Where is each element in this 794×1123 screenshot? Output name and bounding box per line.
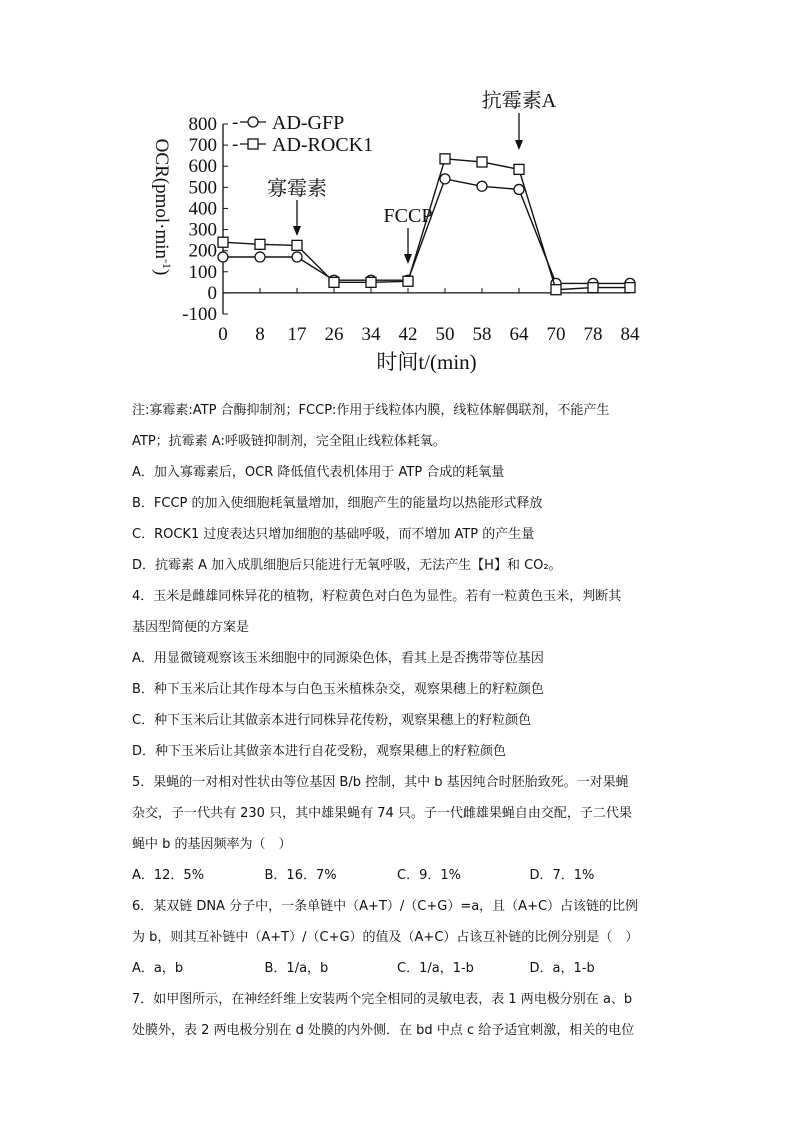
x-tick-label: 26 (324, 324, 344, 345)
note-line-2: ATP；抗霉素 A:呼吸链抑制剂，完全阻止线粒体耗氧。 (132, 434, 446, 449)
q6-stem-2: 为 b，则其互补链中（A+T）/（C+G）的值及（A+C）占该互补链的比例分别是（ ） (132, 930, 639, 945)
data-point-circle (440, 174, 450, 184)
data-point-square (625, 283, 635, 293)
ocr-line-chart (140, 82, 660, 382)
legend-marker-square (248, 139, 258, 149)
data-point-circle (255, 252, 265, 262)
x-tick-label: 17 (287, 324, 307, 345)
q6-options (132, 953, 662, 984)
data-point-square (477, 157, 487, 167)
data-point-square (403, 276, 413, 286)
y-tick-label: 500 (188, 177, 217, 199)
x-axis-label: 时间t/(min) (376, 350, 477, 374)
y-tick-label: 100 (188, 261, 217, 283)
q3-option-a: A．加入寡霉素后，OCR 降低值代表机体用于 ATP 合成的耗氧量 (132, 465, 505, 480)
data-point-square (329, 277, 339, 287)
q3-option-c: C．ROCK1 过度表达只增加细胞的基础呼吸，而不增加 ATP 的产生量 (132, 527, 535, 542)
x-tick-label: 50 (435, 324, 455, 345)
legend-label: AD-ROCK1 (272, 134, 374, 156)
q4-option-d: D．种下玉米后让其做亲本进行自花受粉，观察果穗上的籽粒颜色 (132, 744, 507, 759)
y-tick-label: 200 (188, 240, 217, 262)
q4-stem-1: 4．玉米是雌雄同株异花的植物，籽粒黄色对白色为显性。若有一粒黄色玉米，判断其 (132, 589, 622, 604)
note-line-1: 注:寡霉素:ATP 合酶抑制剂；FCCP:作用于线粒体内膜，线粒体解偶联剂，不能产生 (132, 403, 610, 418)
data-point-circle (292, 252, 302, 262)
y-tick-label: -100 (182, 304, 217, 325)
data-point-circle (218, 252, 228, 262)
q5-option-c: C．9．1% (397, 868, 461, 883)
q7-stem-2: 处膜外，表 2 两电极分别在 d 处膜的内外侧．在 bd 中点 c 给予适宜刺激，相关的电位 (132, 1023, 635, 1038)
q4-stem-2: 基因型简便的方案是 (132, 620, 250, 635)
y-tick-label: 0 (207, 282, 217, 304)
q5-option-b: B．16．7% (264, 868, 337, 883)
annotation-arrow-head (293, 226, 301, 236)
data-point-square (514, 164, 524, 174)
annotation-label: FCCP (383, 205, 433, 227)
x-tick-label: 64 (509, 324, 529, 345)
y-tick-label: 300 (188, 219, 217, 241)
question-text (132, 395, 662, 1046)
x-tick-label: 84 (620, 324, 640, 345)
legend-dash: - (232, 134, 239, 155)
y-axis-label: $OCR(pmol\cdot\min^{-1})$ (151, 138, 174, 276)
q6-option-c: C．1/a，1-b (397, 961, 474, 976)
q5-option-a: A．12．5% (132, 868, 205, 883)
x-tick-label: 8 (255, 324, 265, 345)
x-tick-label: 0 (218, 324, 228, 345)
data-point-square (588, 283, 598, 293)
q5-stem-2: 杂交，子一代共有 230 只，其中雄果蝇有 74 只。子一代雌雄果蝇自由交配，子二代果 (132, 806, 632, 821)
data-point-square (255, 239, 265, 249)
x-tick-label: 58 (472, 324, 492, 345)
q4-option-c: C．种下玉米后让其做亲本进行同株异花传粉，观察果穗上的籽粒颜色 (132, 713, 532, 728)
annotation-label: 抗霉素A (481, 90, 557, 112)
x-tick-label: 70 (546, 324, 566, 345)
q6-stem-1: 6．某双链 DNA 分子中，一条单链中（A+T）/（C+G）=a，且（A+C）占该链的比例 (132, 899, 639, 914)
y-tick-label: 600 (188, 156, 217, 178)
x-tick-label: 42 (398, 324, 418, 345)
data-point-square (292, 240, 302, 250)
annotation-arrow-head (515, 140, 523, 150)
q6-option-a: A．a，b (132, 961, 184, 976)
y-tick-label: 400 (188, 198, 217, 220)
q5-stem-1: 5．果蝇的一对相对性状由等位基因 B/b 控制，其中 b 基因纯合时胚胎致死。一对果蝇 (132, 775, 629, 790)
data-point-square (218, 237, 228, 247)
y-tick-label: 700 (188, 135, 217, 157)
annotation-label: 寡霉素 (267, 178, 327, 200)
plot-area (151, 89, 640, 374)
q5-options (132, 860, 662, 891)
q6-option-b: B．1/a，b (264, 961, 329, 976)
q5-stem-3: 蝇中 b 的基因频率为（ ） (132, 837, 292, 852)
q7-stem-1: 7．如甲图所示，在神经纤维上安装两个完全相同的灵敏电表，表 1 两电极分别在 a、b (132, 992, 633, 1007)
q5-option-d: D．7．1% (529, 868, 595, 883)
data-point-circle (514, 184, 524, 194)
q3-option-d: D．抗霉素 A 加入成肌细胞后只能进行无氧呼吸，无法产生【H】和 CO₂。 (132, 558, 562, 573)
legend-label: AD-GFP (272, 112, 345, 134)
y-tick-label: 800 (188, 114, 217, 135)
legend-marker-circle (248, 117, 258, 127)
data-point-square (366, 277, 376, 287)
q6-option-d: D．a，1-b (529, 961, 595, 976)
annotation-arrow-head (404, 254, 412, 264)
x-tick-label: 34 (361, 324, 381, 345)
data-point-square (440, 154, 450, 164)
q3-option-b: B．FCCP 的加入使细胞耗氧量增加，细胞产生的能量均以热能形式释放 (132, 496, 543, 511)
data-point-circle (477, 181, 487, 191)
x-tick-label: 78 (583, 324, 603, 345)
q4-option-b: B．种下玉米后让其作母本与白色玉米植株杂交，观察果穗上的籽粒颜色 (132, 682, 544, 697)
q4-option-a: A．用显微镜观察该玉米细胞中的同源染色体，看其上是否携带等位基因 (132, 651, 544, 666)
data-point-square (551, 285, 561, 295)
legend-dash: - (232, 112, 239, 133)
